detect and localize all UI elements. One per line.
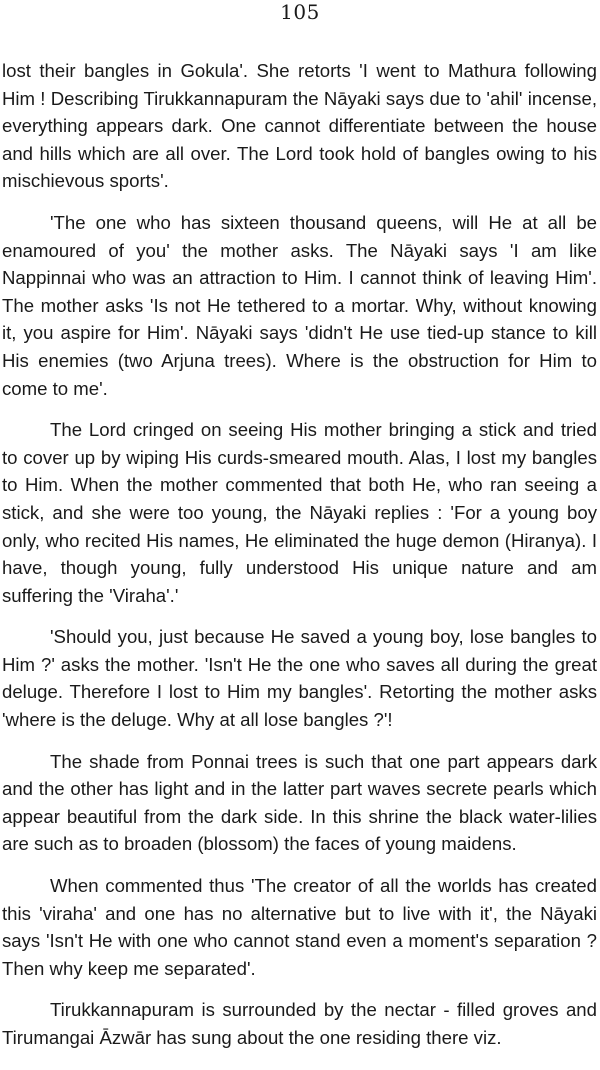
paragraph: The Lord cringed on seeing His mother bringing a stick and tried to cover up by wiping His curds-smeared mouth. Alas, I lost my bangles to Him. When the mother commented that both He, who ran seeing a stick, and she were too young, the Nāyaki replies : 'For a young boy only, who recited His names, He eliminated the huge demon (Hiranya). I have, though young, fully understood His unique nature and am suffering the 'Viraha'.' (2, 419, 597, 606)
paragraph: lost their bangles in Gokula'. She retorts 'I went to Mathura following Him ! Describing Tirukkannapuram the Nāyaki says due to 'ahil' incense, everything appears dark. One cannot differentiate between the house and hills which are all over. The Lord took hold of bangles owing to his mischievous sports'. (2, 60, 597, 192)
page-number: 105 (280, 0, 320, 24)
body-text (2, 57, 597, 1066)
paragraph: The shade from Ponnai trees is such that one part appears dark and the other has light and in the latter part waves secrete pearls which appear beautiful from the dark side. In this shrine the black water-lilies are such as to broaden (blossom) the faces of young maidens. (2, 750, 597, 855)
paragraph: 'The one who has sixteen thousand queens, will He at all be enamoured of you' the mother asks. The Nāyaki says 'I am like Nappinnai who was an attraction to Him. I cannot think of leaving Him'. The mother asks 'Is not He tethered to a mortar. Why, without knowing it, you aspire for Him'. Nāyaki says 'didn't He use tied-up stance to kill His enemies (two Arjuna trees). Where is the obstruction for Him to come to me'. (2, 211, 597, 399)
paragraph: Tirukkannapuram is surrounded by the nectar - filled groves and Tirumangai Āzwār has sung about the one residing there viz. (2, 999, 597, 1048)
paragraph: When commented thus 'The creator of all the worlds has created this 'viraha' and one has no alternative but to live with it', the Nāyaki says 'Isn't He with one who cannot stand even a moment's separation ? Then why keep me separated'. (2, 875, 597, 979)
paragraph: 'Should you, just because He saved a young boy, lose bangles to Him ?' asks the mother. 'Isn't He the one who saves all during the great deluge. Therefore I lost to Him my bangles'. Retorting the mother asks 'where is the deluge. Why at all lose bangles ?'! (2, 626, 597, 731)
